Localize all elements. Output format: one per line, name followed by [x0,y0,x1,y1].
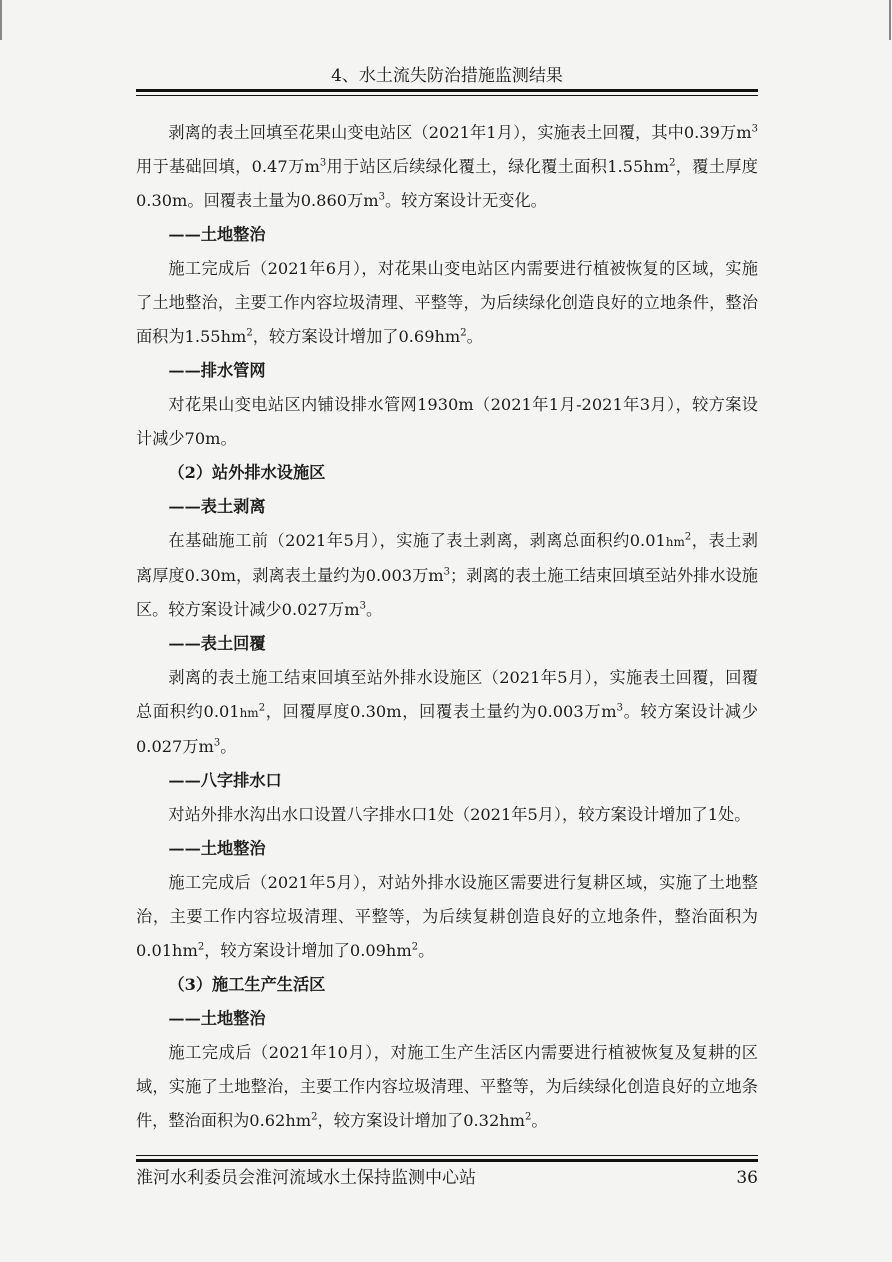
footer-organization: 淮河水利委员会淮河流域水土保持监测中心站 [136,1168,476,1188]
heading-topsoil-recovering: ——表土回覆 [168,634,266,653]
footer-rule-thin [136,1155,758,1156]
heading-land-improvement-1: ——土地整治 [168,225,266,244]
header-rule-thin [136,95,758,96]
page-number: 36 [736,1168,758,1188]
paragraph-land-improvement-2: 施工完成后（2021年5月），对站外排水设施区需要进行复耕区域，实施了土地整治，主要工作内容垃圾清理、平整等，为后续复耕创造良好的立地条件，整治面积为$0.01hm^2$，较方案设计增加了$0.09hm^2$。 [136,873,758,960]
heading-land-improvement-2: ——土地整治 [168,839,266,858]
footer-rule-thick [136,1159,758,1162]
heading-drainage-network: ——排水管网 [168,361,266,380]
page-edge-left [0,0,2,40]
header-rule-thick [136,89,758,92]
heading-section-3: （3）施工生产生活区 [168,975,326,994]
heading-topsoil-stripping: ——表土剥离 [168,497,266,516]
paragraph-land-improvement-3: 施工完成后（2021年10月），对施工生产生活区内需要进行植被恢复及复耕的区域，实施了土地整治，主要工作内容垃圾清理、平整等，为后续绿化创造良好的立地条件，整治面积为$0.62hm^2$，较方案设计增加了$0.32hm^2$。 [136,1043,758,1130]
heading-section-2: （2）站外排水设施区 [168,463,326,482]
paragraph-topsoil-recovering: 剥离的表土施工结束回填至站外排水设施区（2021年5月），实施表土回覆，回覆总面积约$0.01hm^2$，回覆厚度0.30m，回覆表土量约为0.003万$m^3$。较方案设计减少0.027万$m^3$。 [136,668,759,756]
paragraph-topsoil-stripping: 在基础施工前（2021年5月），实施了表土剥离，剥离总面积约$0.01hm^2$，表土剥离厚度0.30m，剥离表土量约为0.003万$m^3$；剥离的表土施工结束回填至站外排水设施区。较方案设计减少0.027万$m^3$。 [136,531,758,619]
paragraph-land-improvement-1: 施工完成后（2021年6月），对花果山变电站区内需要进行植被恢复的区域，实施了土地整治，主要工作内容垃圾清理、平整等，为后续绿化创造良好的立地条件，整治面积为$1.55hm^2$，较方案设计增加了$0.69hm^2$。 [136,259,758,346]
paragraph-topsoil-backfill: 剥离的表土回填至花果山变电站区（2021年1月），实施表土回覆，其中0.39万$m^3$用于基础回填，0.47万$m^3$用于站区后续绿化覆土，绿化覆土面积$1.55hm^2$，覆土厚度0.30m。回覆表土量为0.860万$m^3$。较方案设计无变化。 [136,123,758,210]
heading-outlet: ——八字排水口 [168,771,282,790]
page-edge-right [889,0,891,40]
paragraph-drainage-network: 对花果山变电站区内铺设排水管网1930m（2021年1月-2021年3月），较方案设计减少70m。 [136,395,758,448]
heading-land-improvement-3: ——土地整治 [168,1009,266,1028]
body-content [136,116,758,1138]
header-title: 4、水土流失防治措施监测结果 [331,66,563,86]
paragraph-outlet: 对站外排水沟出水口设置八字排水口1处（2021年5月），较方案设计增加了1处。 [168,805,751,824]
